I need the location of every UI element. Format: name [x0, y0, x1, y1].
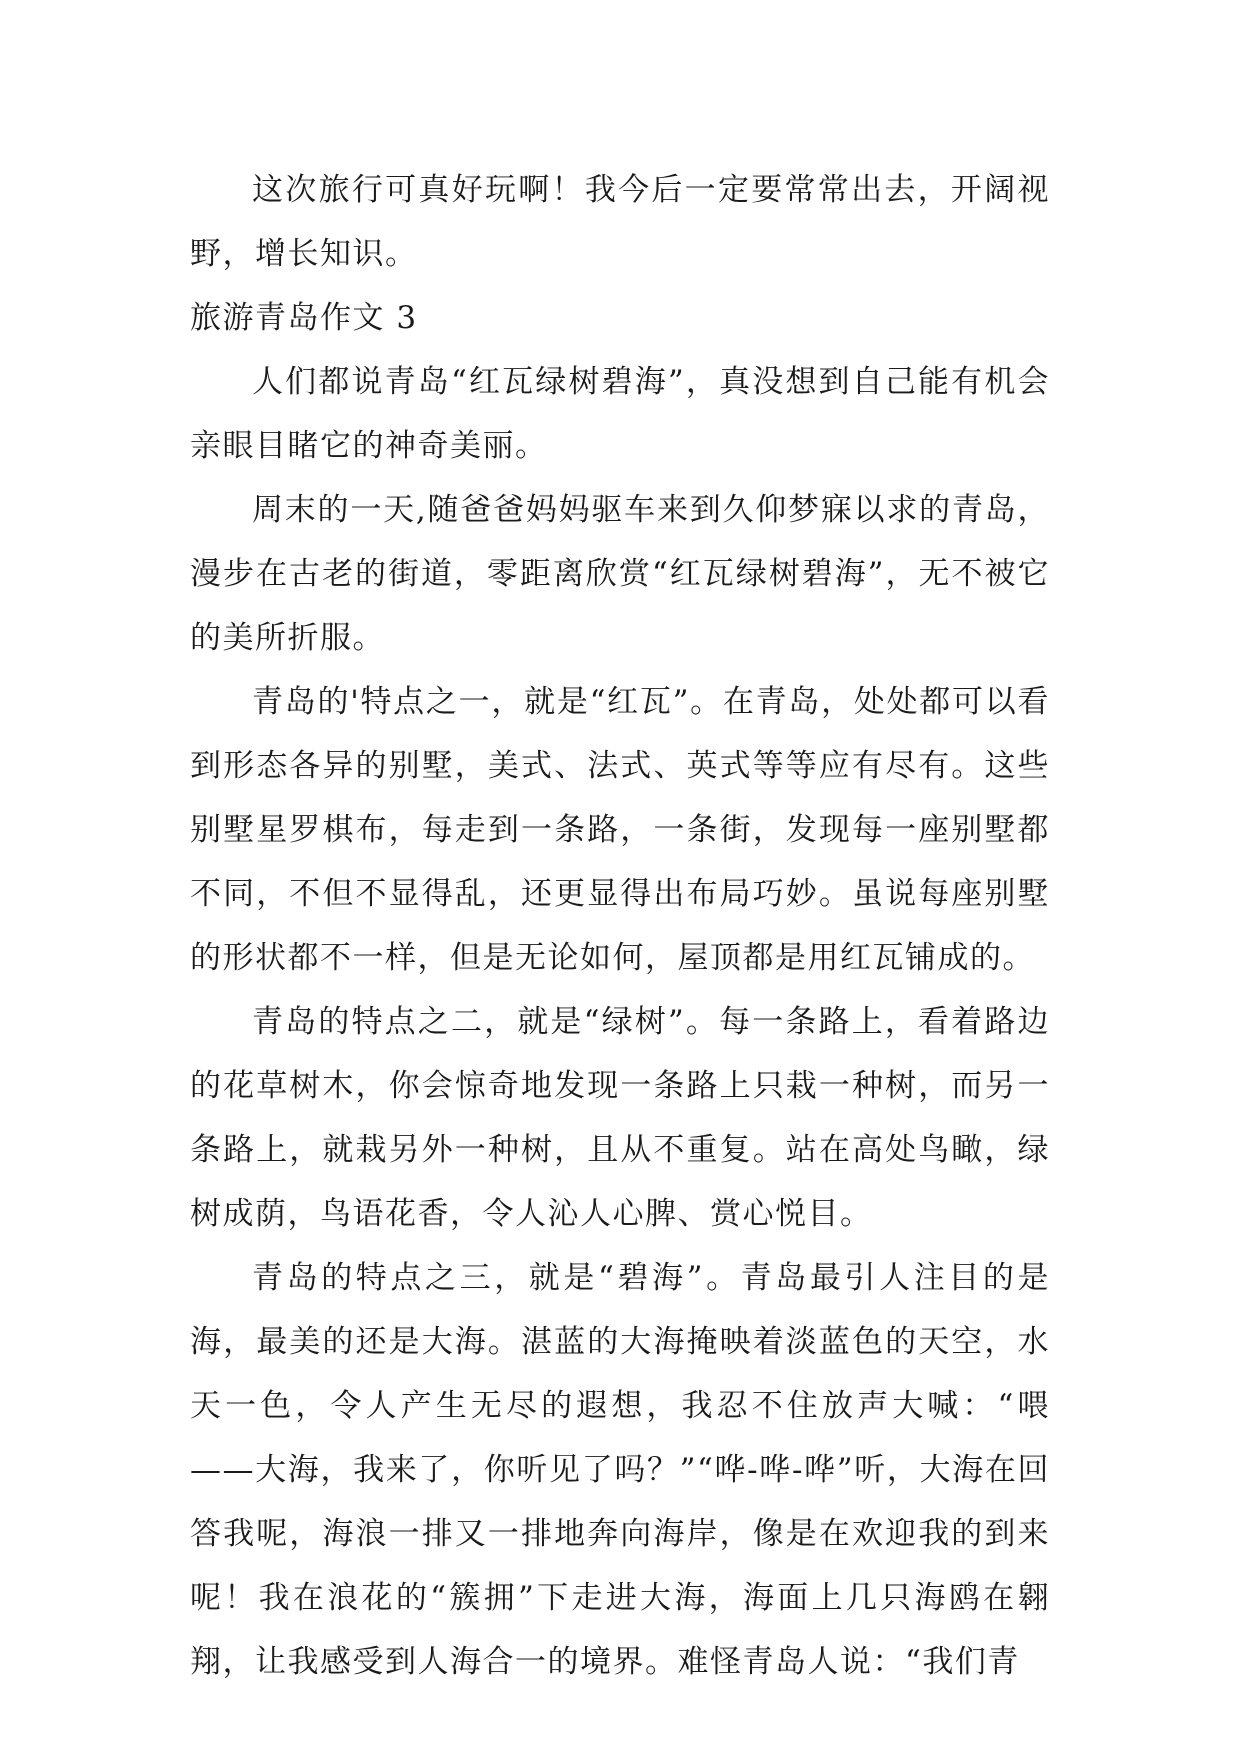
paragraph-intro: 人们都说青岛“红瓦绿树碧海”，真没想到自己能有机会亲眼目睹它的神奇美丽。	[190, 364, 1050, 464]
paragraph-travel-conclusion: 这次旅行可真好玩啊！我今后一定要常常出去，开阔视野，增长知识。	[190, 172, 1050, 272]
section-title: 旅游青岛作文 3	[190, 300, 418, 336]
paragraph-red-tiles: 青岛的'特点之一，就是“红瓦”。在青岛，处处都可以看到形态各异的别墅，美式、法式、英式等等应有尽有。这些别墅星罗棋布，每走到一条路，一条街，发现每一座别墅都不同，不但不显得乱，还更显得出布局巧妙。虽说每座别墅的形状都不一样，但是无论如何，屋顶都是用红瓦铺成的。	[190, 684, 1050, 976]
paragraph-blue-sea: 青岛的特点之三，就是“碧海”。青岛最引人注目的是海，最美的还是大海。湛蓝的大海掩映着淡蓝色的天空，水天一色，令人产生无尽的遐想，我忍不住放声大喊：“喂——大海，我来了，你听见了吗？”“哗-哗-哗”听，大海在回答我呢，海浪一排又一排地奔向海岸，像是在欢迎我的到来呢！我在浪花的“簇拥”下走进大海，海面上几只海鸥在翱翔，让我感受到人海合一的境界。难怪青岛人说：“我们青	[190, 1260, 1050, 1680]
paragraph-green-trees: 青岛的特点之二，就是“绿树”。每一条路上，看着路边的花草树木，你会惊奇地发现一条路上只栽一种树，而另一条路上，就栽另外一种树，且从不重复。站在高处鸟瞰，绿树成荫，鸟语花香，令人沁人心脾、赏心悦目。	[190, 1004, 1050, 1232]
document-body	[190, 158, 1050, 1694]
paragraph-weekend: 周末的一天,随爸爸妈妈驱车来到久仰梦寐以求的青岛，漫步在古老的街道，零距离欣赏“红瓦绿树碧海”，无不被它的美所折服。	[190, 492, 1050, 656]
